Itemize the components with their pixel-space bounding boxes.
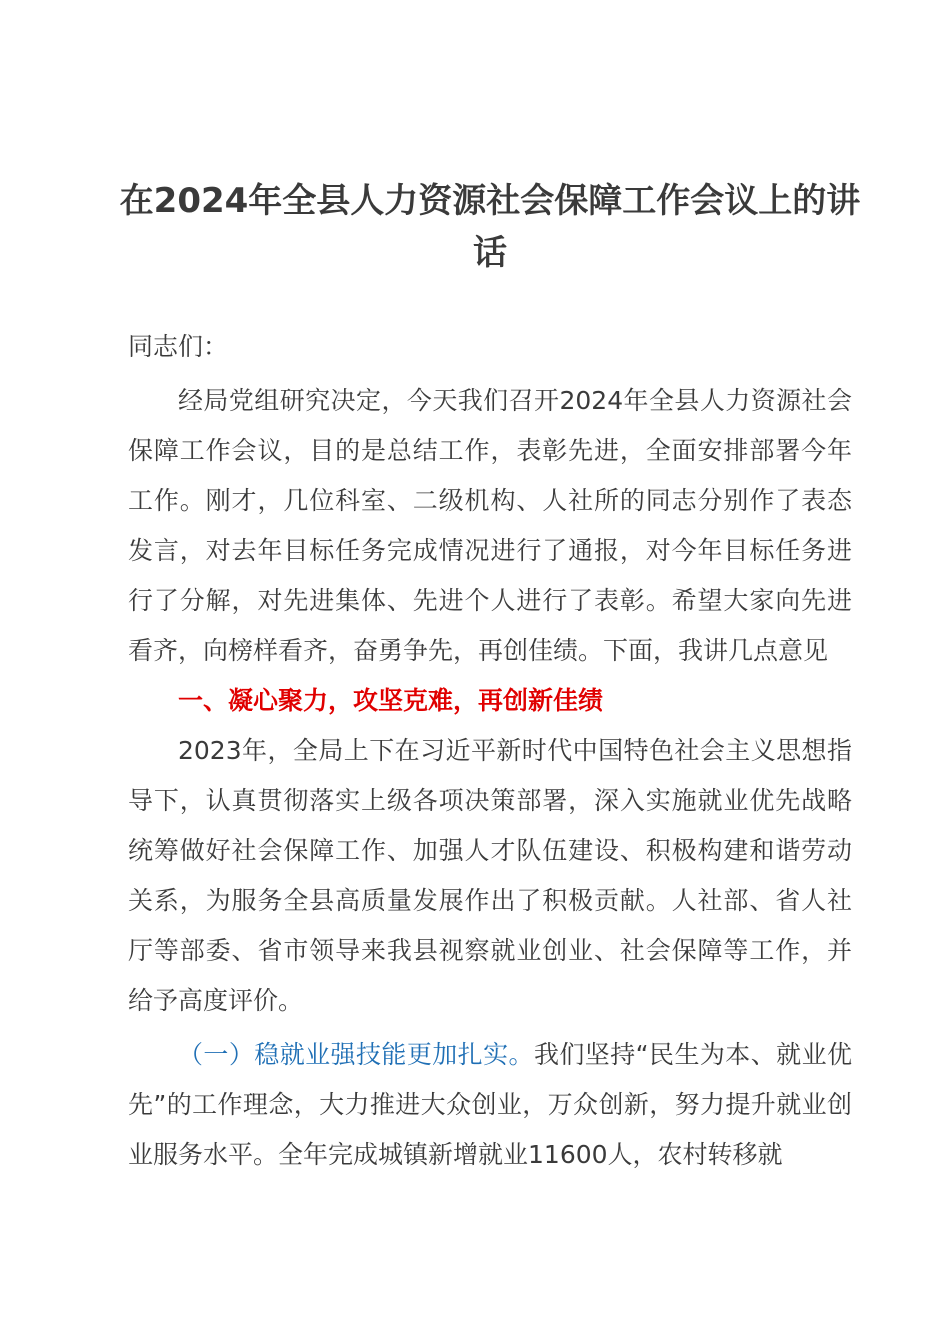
subsection-heading-1: （一）稳就业强技能更加扎实。 (178, 1040, 534, 1069)
section-1-paragraph: 2023年，全局上下在习近平新时代中国特色社会主义思想指导下，认真贯彻落实上级各项决策部署，深入实施就业优先战略统筹做好社会保障工作、加强人才队伍建设、积极构建和谐劳动关系，为服务全县高质量发展作出了积极贡献。人社部、省人社厅等部委、省市领导来我县视察就业创业、社会保障等工作，并给予高度评价。 (128, 736, 852, 1015)
document-title: 在2024年全县人力资源社会保障工作会议上的讲话 (119, 181, 861, 273)
intro-paragraph: 经局党组研究决定，今天我们召开2024年全县人力资源社会保障工作会议，目的是总结工作，表彰先进，全面安排部署今年工作。刚才，几位科室、二级机构、人社所的同志分别作了表态发言，对去年目标任务完成情况进行了通报，对今年目标任务进行了分解，对先进集体、先进个人进行了表彰。希望大家向先进看齐，向榜样看齐，奋勇争先，再创佳绩。下面，我讲几点意见 (128, 386, 852, 665)
subsection-1-paragraph (128, 1030, 852, 1180)
document-body (128, 322, 852, 1180)
section-heading-1: 一、凝心聚力，攻坚克难，再创新佳绩 (178, 686, 604, 715)
salutation: 同志们： (128, 332, 229, 361)
subsection-1-text: 我们坚持“民生为本、就业优先”的工作理念，大力推进大众创业，万众创新，努力提升就业创业服务水平。全年完成城镇新增就业11600人，农村转移就 (128, 1040, 852, 1169)
